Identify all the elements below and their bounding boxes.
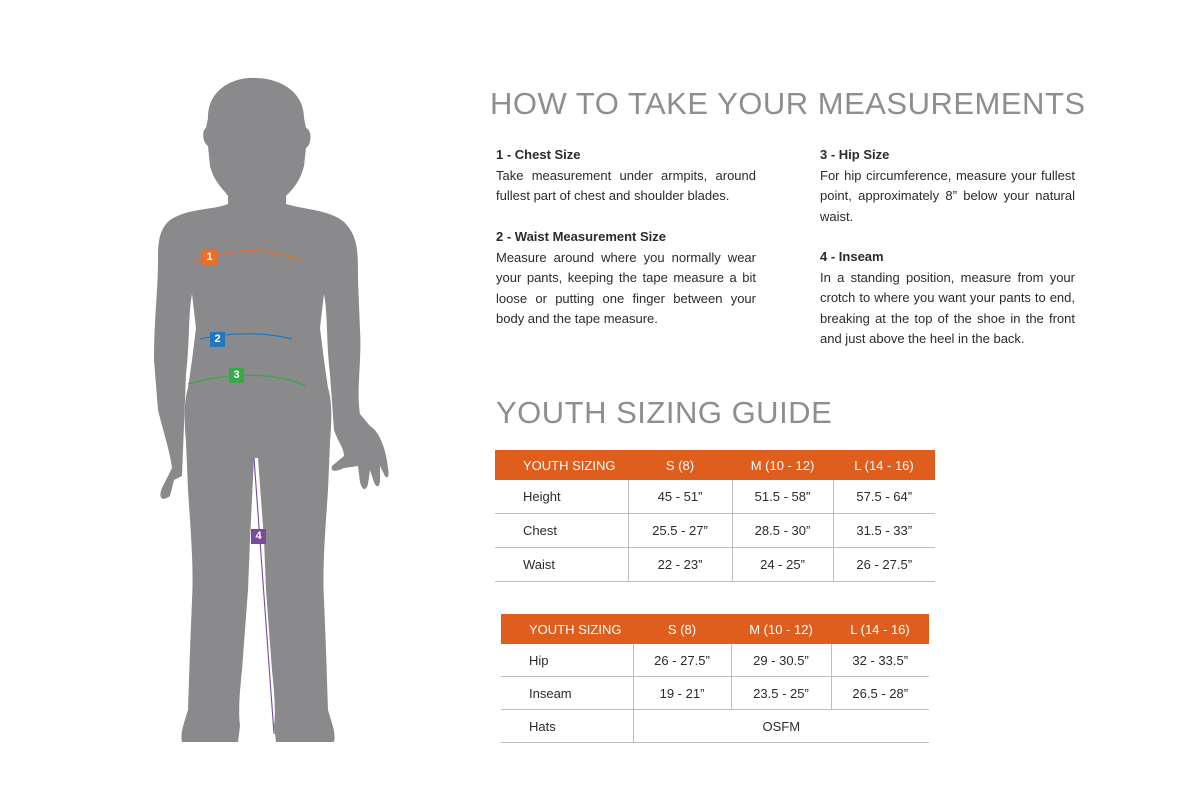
table-header-cell: L (14 - 16) xyxy=(831,614,929,644)
table-cell: 24 - 25” xyxy=(732,548,833,582)
table-header-row xyxy=(495,450,935,480)
table-cell: OSFM xyxy=(633,710,929,743)
chest-instructions xyxy=(496,145,756,207)
table-cell: 28.5 - 30” xyxy=(732,514,833,548)
inseam-instructions xyxy=(820,247,1075,350)
marker-waist: 2 xyxy=(210,332,225,347)
body-silhouette xyxy=(140,70,400,750)
page-title: HOW TO TAKE YOUR MEASUREMENTS xyxy=(490,86,1086,121)
waist-text: Measure around where you normally wear your pants, keeping the tape measure a bit loose or putting one finger between your body and the tape measure. xyxy=(496,249,756,326)
row-label: Hats xyxy=(501,710,633,743)
row-label: Chest xyxy=(495,514,628,548)
inseam-text: In a standing position, measure from your crotch to where you want your pants to end, breaking at the top of the shoe in the front and just above the heel in the back. xyxy=(820,269,1075,346)
table-cell: 45 - 51” xyxy=(628,480,732,514)
row-label: Height xyxy=(495,480,628,514)
table-cell: 25.5 - 27” xyxy=(628,514,732,548)
marker-hip: 3 xyxy=(229,368,244,383)
table-header-cell: YOUTH SIZING xyxy=(501,614,633,644)
table-cell: 26.5 - 28” xyxy=(831,677,929,710)
youth-sizing-table-2 xyxy=(501,614,929,743)
hip-text: For hip circumference, measure your fullest point, approximately 8” below your natural waist. xyxy=(820,167,1075,224)
youth-sizing-table-1 xyxy=(495,450,935,582)
waist-heading: 2 - Waist Measurement Size xyxy=(496,229,667,244)
table-header-cell: M (10 - 12) xyxy=(732,450,833,480)
inseam-heading: 4 - Inseam xyxy=(820,249,884,264)
table-row xyxy=(501,710,929,743)
youth-sizing-title: YOUTH SIZING GUIDE xyxy=(496,395,833,430)
table-cell: 26 - 27.5” xyxy=(633,644,731,677)
table-row xyxy=(501,644,929,677)
row-label: Hip xyxy=(501,644,633,677)
marker-chest: 1 xyxy=(202,250,217,265)
table-header-cell: YOUTH SIZING xyxy=(495,450,628,480)
table-row xyxy=(501,677,929,710)
table-cell: 23.5 - 25” xyxy=(731,677,831,710)
table-header-row xyxy=(501,614,929,644)
row-label: Waist xyxy=(495,548,628,582)
chest-text: Take measurement under armpits, around fullest part of chest and shoulder blades. xyxy=(496,167,756,203)
table-header-cell: S (8) xyxy=(633,614,731,644)
chest-heading: 1 - Chest Size xyxy=(496,147,581,162)
table-row xyxy=(495,514,935,548)
table-cell: 31.5 - 33” xyxy=(833,514,935,548)
row-label: Inseam xyxy=(501,677,633,710)
table-cell: 29 - 30.5” xyxy=(731,644,831,677)
table-cell: 22 - 23” xyxy=(628,548,732,582)
hip-instructions xyxy=(820,145,1075,227)
table-header-cell: L (14 - 16) xyxy=(833,450,935,480)
table-cell: 26 - 27.5” xyxy=(833,548,935,582)
table-cell: 57.5 - 64” xyxy=(833,480,935,514)
table-cell: 32 - 33.5” xyxy=(831,644,929,677)
hip-heading: 3 - Hip Size xyxy=(820,147,890,162)
waist-instructions xyxy=(496,227,756,330)
table-row xyxy=(495,548,935,582)
table-cell: 51.5 - 58” xyxy=(732,480,833,514)
table-header-cell: S (8) xyxy=(628,450,732,480)
table-cell: 19 - 21” xyxy=(633,677,731,710)
table-row xyxy=(495,480,935,514)
table-header-cell: M (10 - 12) xyxy=(731,614,831,644)
marker-inseam: 4 xyxy=(251,529,266,544)
body-figure xyxy=(140,70,400,750)
